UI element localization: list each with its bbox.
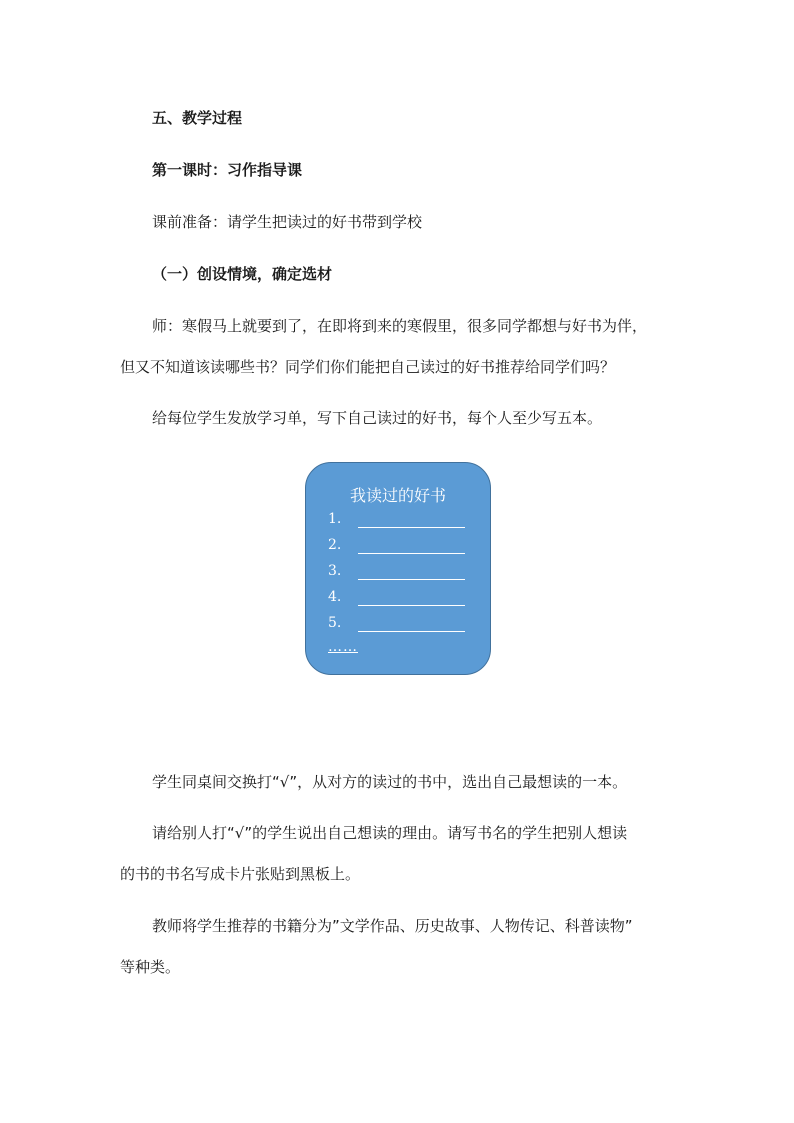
paragraph-1-line-2: 但又不知道该读哪些书？同学们你们能把自己读过的好书推荐给同学们吗？	[120, 358, 616, 376]
preparation-text: 课前准备：请学生把读过的好书带到学校	[152, 213, 423, 231]
blank-line	[358, 527, 465, 528]
blank-line	[358, 553, 465, 554]
blank-line	[358, 579, 465, 580]
paragraph-5-line-2: 等种类。	[120, 958, 181, 976]
blank-line	[358, 605, 465, 606]
paragraph-3: 学生同桌间交换打“√”，从对方的读过的书中，选出自己最想读的一本。	[152, 773, 628, 791]
item-number: 4.	[328, 589, 342, 605]
card-ellipsis: ……	[328, 639, 358, 655]
paragraph-5-line-1: 教师将学生推荐的书籍分为”文学作品、历史故事、人物传记、科普读物”	[152, 917, 633, 935]
item-number: 1.	[328, 511, 342, 527]
item-number: 5.	[328, 615, 342, 631]
subsection-title: （一）创设情境，确定选材	[152, 265, 333, 283]
lesson-title: 第一课时：习作指导课	[152, 161, 303, 179]
card-title: 我读过的好书	[349, 486, 446, 505]
paragraph-2: 给每位学生发放学习单，写下自己读过的好书，每个人至少写五本。	[152, 409, 603, 427]
item-number: 2.	[328, 537, 342, 553]
reading-list-card	[305, 462, 491, 675]
item-number: 3.	[328, 563, 342, 579]
paragraph-4-line-2: 的书的书名写成卡片张贴到黑板上。	[120, 865, 361, 883]
paragraph-1-line-1: 师：寒假马上就要到了，在即将到来的寒假里，很多同学都想与好书为伴，	[152, 317, 648, 335]
paragraph-4-line-1: 请给别人打“√”的学生说出自己想读的理由。请写书名的学生把别人想读	[152, 824, 628, 842]
section-heading: 五、教学过程	[152, 109, 243, 127]
blank-line	[358, 631, 465, 632]
